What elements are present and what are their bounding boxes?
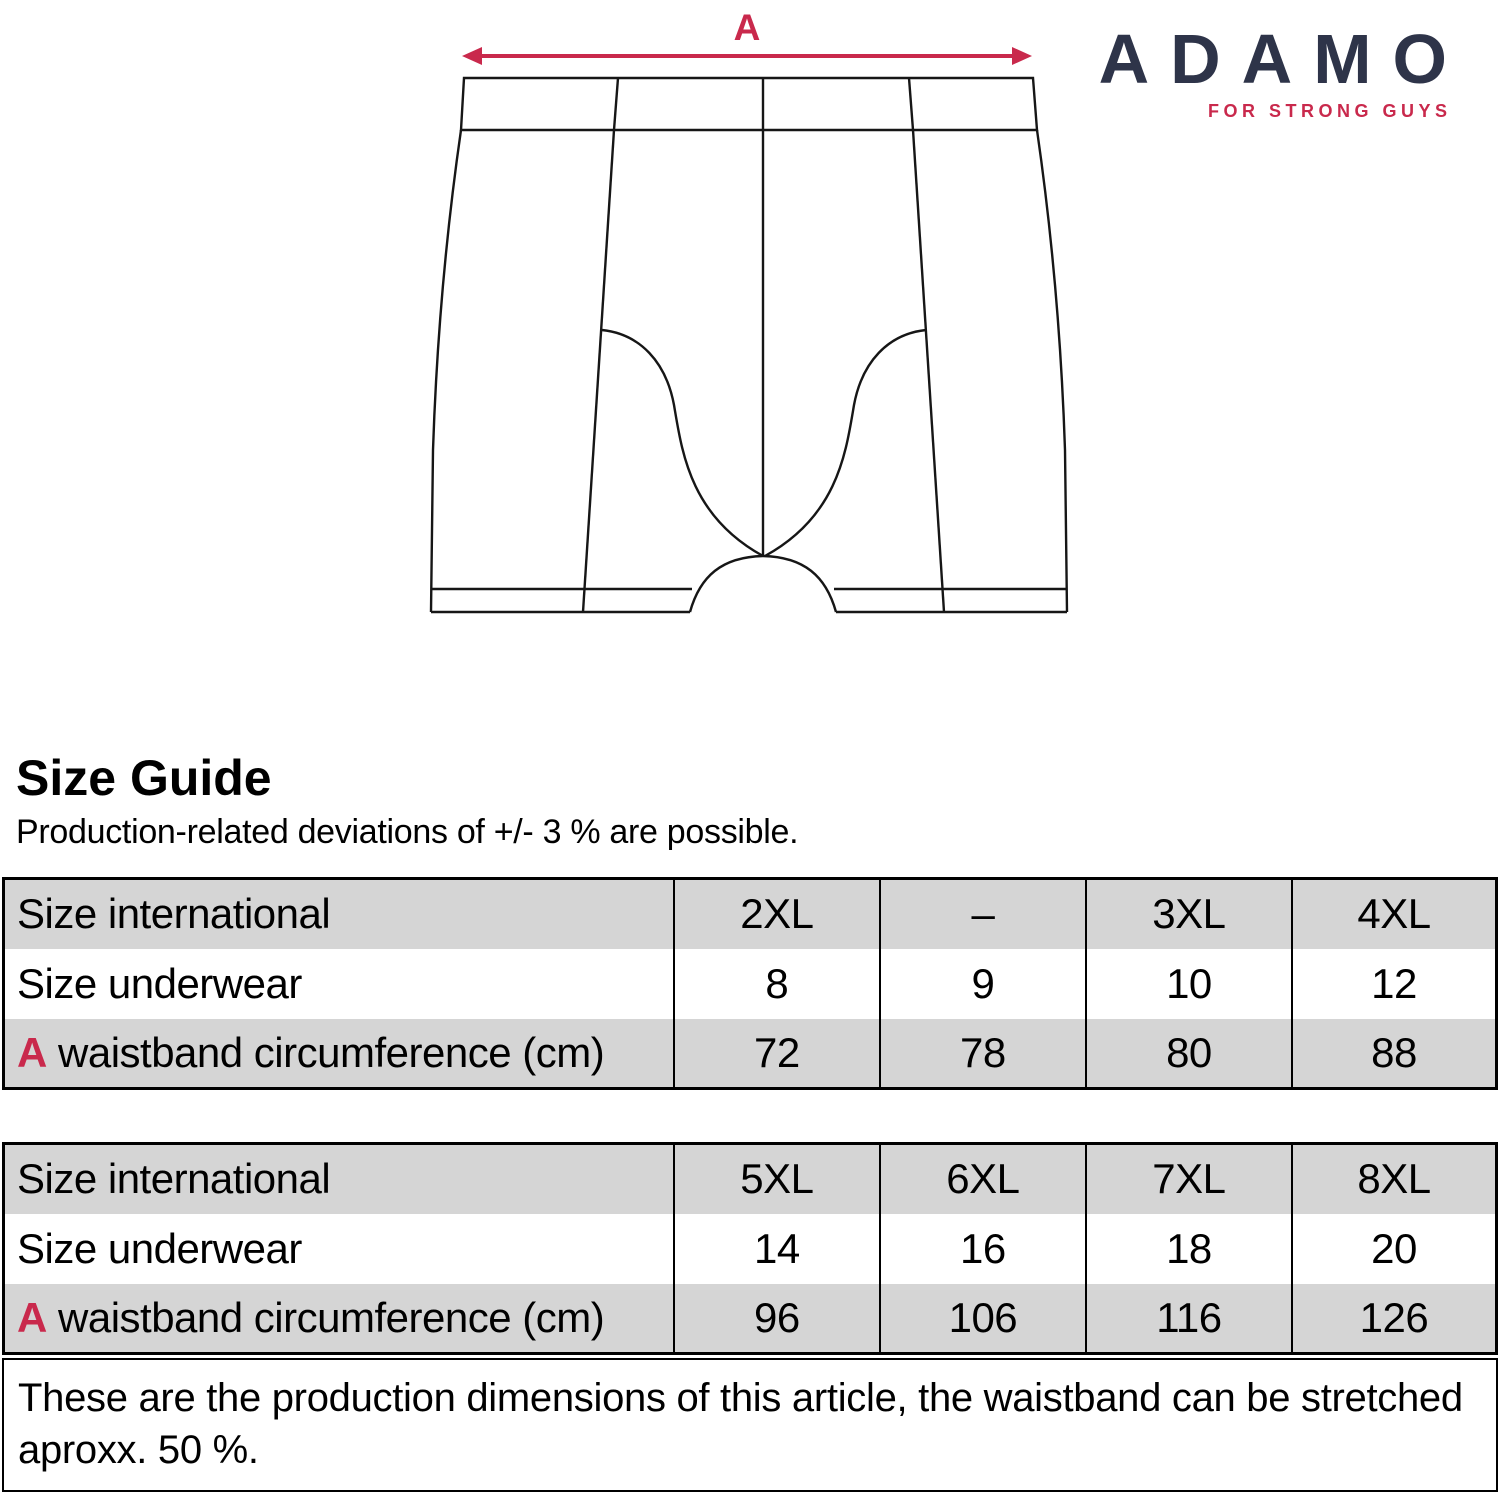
waistband-outline — [461, 78, 1037, 130]
row-label: Size underwear — [17, 959, 302, 1007]
brand-logo — [1085, 20, 1468, 122]
row-label — [4, 1019, 674, 1089]
size-value: 8XL — [1292, 1144, 1497, 1214]
size-value: 3XL — [1086, 879, 1292, 949]
size-table-2 — [2, 1142, 1498, 1355]
side-seam-right — [1037, 130, 1067, 612]
boxer-shorts-diagram — [420, 0, 1100, 650]
waistband-seam-right — [909, 78, 913, 130]
table-row-size-international — [4, 879, 1497, 949]
size-value: 106 — [880, 1284, 1086, 1354]
size-value: 7XL — [1086, 1144, 1292, 1214]
size-value: 8 — [674, 949, 880, 1019]
dimension-label-a: A — [733, 7, 761, 48]
panel-seam-right — [913, 130, 944, 612]
size-value: 16 — [880, 1214, 1086, 1284]
size-table-1 — [2, 877, 1498, 1090]
size-value: 96 — [674, 1284, 880, 1354]
side-seam-left — [431, 130, 461, 612]
size-value: 18 — [1086, 1214, 1292, 1284]
size-value: 14 — [674, 1214, 880, 1284]
size-value: 12 — [1292, 949, 1497, 1019]
size-value: 116 — [1086, 1284, 1292, 1354]
crotch-arch — [690, 556, 836, 612]
production-note: These are the production dimensions of this article, the waistband can be stretched aproxx. 50 %. — [2, 1358, 1498, 1492]
page-title: Size Guide — [16, 750, 272, 806]
size-value: 126 — [1292, 1284, 1497, 1354]
size-value: 20 — [1292, 1214, 1497, 1284]
size-value: 2XL — [674, 879, 880, 949]
size-value: 88 — [1292, 1019, 1497, 1089]
size-value: 72 — [674, 1019, 880, 1089]
table-row-waistband-circumference — [4, 1284, 1497, 1354]
dimension-arrow-head-left — [462, 47, 482, 65]
table-row-size-underwear — [4, 949, 1497, 1019]
size-guide-header — [16, 750, 798, 852]
row-label-text: waistband circumference (cm) — [46, 1293, 605, 1341]
row-label-text: waistband circumference (cm) — [46, 1028, 605, 1076]
row-label: Size international — [4, 1144, 674, 1214]
dimension-arrow-head-right — [1012, 47, 1032, 65]
brand-tagline: FOR STRONG GUYS — [1207, 101, 1452, 121]
row-label: Size international — [4, 879, 674, 949]
size-value: 78 — [880, 1019, 1086, 1089]
size-value: 80 — [1086, 1019, 1292, 1089]
row-label — [4, 1284, 674, 1354]
panel-seam-left — [583, 130, 614, 612]
size-value: 10 — [1086, 949, 1292, 1019]
size-value: 5XL — [674, 1144, 880, 1214]
dimension-ref-a: A — [17, 1028, 47, 1076]
size-value: – — [880, 879, 1086, 949]
table-row-size-underwear — [4, 1214, 1497, 1284]
dimension-ref-a: A — [17, 1293, 47, 1341]
size-value: 6XL — [880, 1144, 1086, 1214]
waistband-seam-left — [614, 78, 618, 130]
table-row-size-international — [4, 1144, 1497, 1214]
deviation-note: Production-related deviations of +/- 3 % are possible. — [16, 812, 799, 851]
table-row-waistband-circumference — [4, 1019, 1497, 1089]
row-label: Size underwear — [17, 1224, 302, 1272]
leg-curve-left — [602, 330, 763, 556]
leg-curve-right — [765, 330, 926, 556]
size-value: 4XL — [1292, 879, 1497, 949]
size-value: 9 — [880, 949, 1086, 1019]
brand-name: ADAMO — [1098, 20, 1468, 98]
